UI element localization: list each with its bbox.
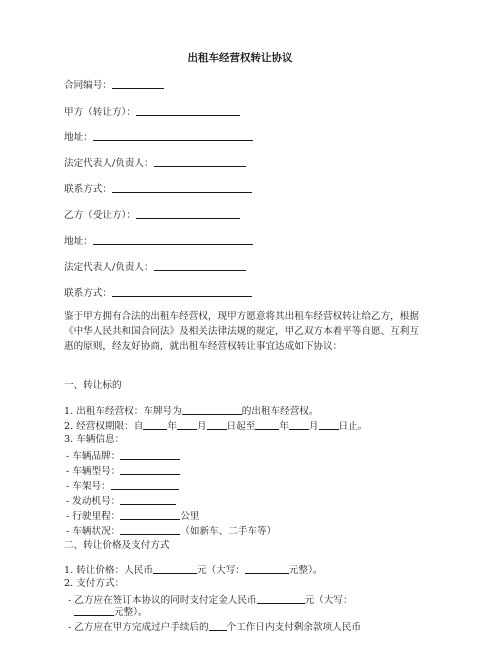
deposit-blank[interactable]: [257, 593, 305, 604]
contact-a-field: [64, 182, 252, 196]
year-text: 年: [167, 421, 177, 432]
balance-suffix: 个工作日内支付剩余款项人民币: [226, 622, 361, 633]
vehicle-frame-label: - 车架号：: [66, 481, 111, 492]
price-blank[interactable]: [153, 563, 197, 574]
party-a-field: [64, 105, 240, 119]
deposit-label: - 乙方应在签订本协议的同时支付定金人民币: [68, 595, 257, 606]
mileage-item: [66, 509, 199, 523]
day-to-text: 日起至: [226, 421, 256, 432]
party-b-label: 乙方（受让方）：: [64, 210, 136, 221]
vehicle-info-heading: 3. 车辆信息：: [64, 434, 125, 445]
term-label: 2. 经营权期限：自: [64, 421, 144, 432]
mileage-label: - 行驶里程：: [66, 511, 121, 522]
contact-b-label: 联系方式：: [64, 288, 112, 299]
plate-number-suffix: 的出租车经营权。: [241, 406, 319, 417]
contact-b-field: [64, 286, 252, 300]
contact-a-label: 联系方式：: [64, 184, 112, 195]
mileage-blank[interactable]: [120, 509, 180, 520]
engine-number-blank[interactable]: [120, 494, 176, 505]
mileage-unit: 公里: [180, 511, 200, 522]
month-text: 月: [196, 421, 207, 432]
start-month-blank[interactable]: [177, 419, 197, 430]
address-a-label: 地址：: [64, 132, 93, 143]
vehicle-brand-item: [66, 449, 180, 463]
legal-rep-b-blank[interactable]: [154, 260, 246, 271]
vehicle-condition-label: - 车辆状况：: [66, 526, 121, 537]
day-end-text: 日止。: [338, 421, 368, 432]
vehicle-condition-blank[interactable]: [120, 524, 180, 535]
start-year-blank[interactable]: [143, 419, 167, 430]
vehicle-frame-blank[interactable]: [111, 479, 179, 490]
legal-rep-a-blank[interactable]: [154, 156, 246, 167]
contact-b-blank[interactable]: [112, 286, 252, 297]
address-b-field: [64, 234, 253, 248]
document-title: 出租车经营权转让协议: [187, 52, 293, 64]
balance-label: - 乙方应在甲方完成过户手续后的: [68, 622, 209, 633]
price-label: 1. 转让价格：人民币: [64, 565, 153, 576]
payment-method-heading: 2. 支付方式：: [64, 578, 125, 589]
deposit-item-cont: [74, 605, 148, 619]
end-year-blank[interactable]: [255, 419, 279, 430]
engine-number-label: - 发动机号：: [66, 496, 121, 507]
vehicle-condition-item: [66, 524, 276, 538]
engine-number-item: [66, 494, 176, 508]
end-day-blank[interactable]: [319, 419, 339, 430]
address-b-blank[interactable]: [93, 234, 253, 245]
section-2-heading: 二、转让价格及支付方式: [64, 540, 170, 551]
deposit-uppercase-label: 元（大写：: [304, 595, 353, 606]
plate-number-item: [64, 404, 318, 418]
start-day-blank[interactable]: [207, 419, 227, 430]
legal-rep-b-label: 法定代表人/负责人：: [64, 262, 154, 273]
address-a-field: [64, 130, 253, 144]
vehicle-brand-label: - 车辆品牌：: [66, 451, 121, 462]
end-month-blank[interactable]: [289, 419, 309, 430]
deposit-uppercase-blank[interactable]: [74, 605, 114, 616]
contact-a-blank[interactable]: [112, 182, 252, 193]
vehicle-model-label: - 车辆型号：: [66, 466, 121, 477]
price-suffix: 元整）。: [288, 565, 323, 576]
balance-days-blank[interactable]: [209, 620, 227, 631]
party-b-field: [64, 208, 240, 222]
balance-item: [68, 620, 361, 634]
vehicle-model-item: [66, 464, 180, 478]
price-uppercase-blank[interactable]: [245, 563, 289, 574]
party-a-label: 甲方（转让方）：: [64, 107, 136, 118]
vehicle-condition-note: （如新车、二手车等）: [180, 526, 277, 537]
vehicle-frame-item: [66, 479, 179, 493]
deposit-suffix: 元整）。: [114, 607, 148, 618]
section-1-heading: 一、转让标的: [64, 380, 122, 391]
price-item: [64, 563, 323, 577]
intro-paragraph: 鉴于甲方拥有合法的出租车经营权，现甲方愿意将其出租车经营权转让给乙方，根据《中华人民共和国合同法》及相关法律法规的规定，甲乙双方本着平等自愿、互利互惠的原则，经友好协商，就出租车经营权转让事宜达成如下协议：: [64, 311, 419, 352]
vehicle-model-blank[interactable]: [120, 464, 180, 475]
month-text: 月: [308, 421, 319, 432]
year-text: 年: [279, 421, 289, 432]
legal-rep-a-label: 法定代表人/负责人：: [64, 158, 154, 169]
legal-rep-b-field: [64, 260, 246, 274]
term-item: [64, 419, 367, 433]
vehicle-brand-blank[interactable]: [120, 449, 180, 460]
party-b-blank[interactable]: [136, 208, 240, 219]
party-a-blank[interactable]: [136, 105, 240, 116]
price-uppercase-label: 元（大写：: [196, 565, 245, 576]
plate-number-blank[interactable]: [182, 404, 242, 415]
contract-number-label: 合同编号：: [64, 80, 112, 91]
address-b-label: 地址：: [64, 236, 93, 247]
contract-number-blank[interactable]: [112, 78, 164, 89]
contract-number-field: [64, 78, 164, 92]
legal-rep-a-field: [64, 156, 246, 170]
address-a-blank[interactable]: [93, 130, 253, 141]
plate-number-label: 1. 出租车经营权：车牌号为: [64, 406, 182, 417]
